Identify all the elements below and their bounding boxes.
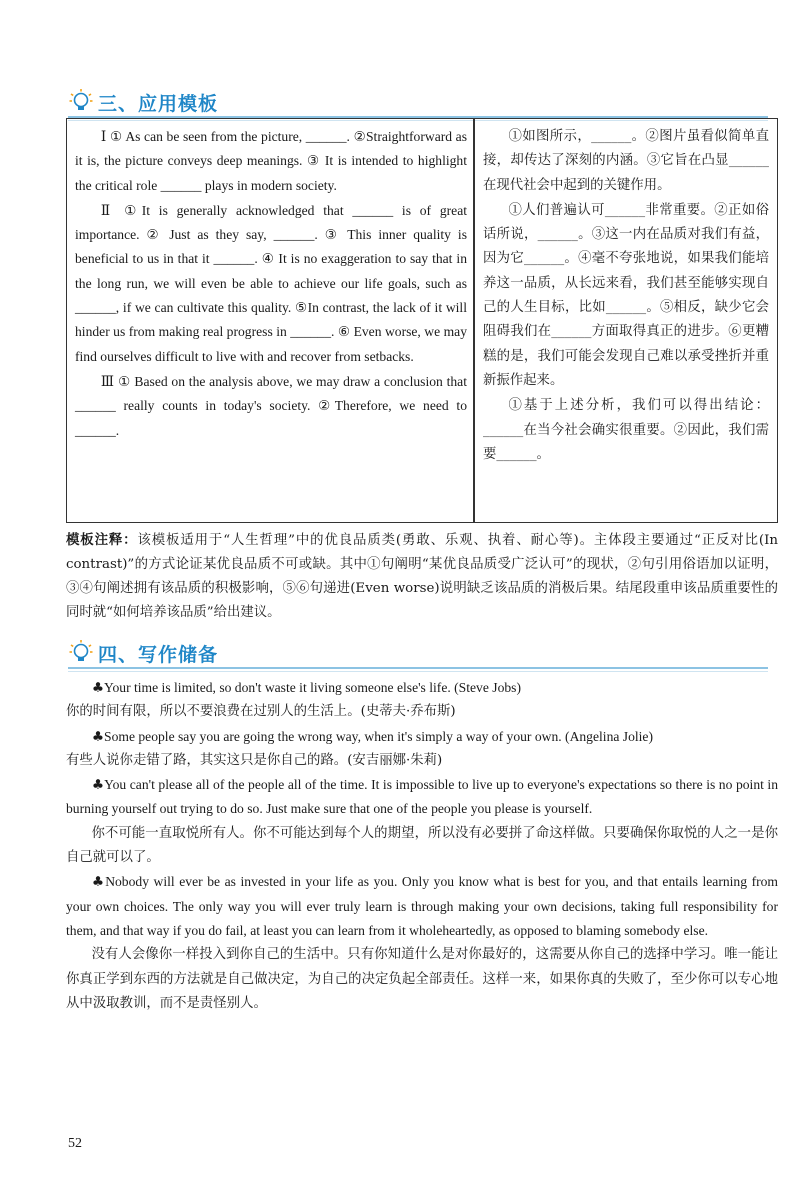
column-divider <box>473 119 475 522</box>
template-en-paragraph-2: Ⅱ ①It is generally acknowledged that ______ is of great importance. ② Just as they say, ______. ③ This inner quality is beneficial to us in that it ______. ④ It is no exaggeration to say that in the long run, we will even be able to achieve our life goals, such as ______, if we can cultivate this quality. ⑤In contrast, the lack of it will hinder us from making real progress in ______. ⑥ Even worse, we may find ourselves difficult to live with and recover from setbacks. <box>75 202 467 364</box>
club-icon: ♣ <box>91 777 105 794</box>
quote-en: ♣Some people say you are going the wrong way, when it's simply a way of your own. (Angelina Jolie) <box>91 728 653 745</box>
header-rule-thin <box>68 671 768 672</box>
page-number: 52 <box>68 1136 82 1151</box>
template-zh-paragraph-3: ①基于上述分析，我们可以得出结论：______在当今社会确实很重要。②因此，我们需要______。 <box>483 398 769 462</box>
template-en-paragraph-1: Ⅰ ① As can be seen from the picture, ______. ②Straightforward as it is, the picture conveys deep meanings. ③ It is intended to highlight the critical role ______ plays in modern society. <box>75 129 467 193</box>
header-rule <box>68 667 768 669</box>
section-title: 三、应用模板 <box>98 93 219 115</box>
club-icon: ♣ <box>91 680 105 696</box>
template-zh-paragraph-2: ①人们普遍认可______非常重要。②正如俗话所说，______。③这一内在品质对我们有益，因为它______。④毫不夸张地说，如果我们能培养这一品质，从长远来看，我们甚至能够实现自己的人生目标，比如______。⑤相反，缺少它会阻碍我们在______方面取得真正的进步。⑥更糟糕的是，我们可能会发现自己难以承受挫折并重新振作起来。 <box>483 202 769 388</box>
quote-zh: 没有人会像你一样投入到你自己的生活中。只有你知道什么是对你最好的，这需要从你自己的选择中学习。唯一能让你真正学到东西的方法就是自己做决定，为自己的决定负起全部责任。这样一来，如果你真的失败了，至少你可以专心地从中汲取教训，而不是责怪别人。 <box>66 947 778 1011</box>
lightbulb-icon <box>68 88 94 116</box>
quotes-list <box>66 676 778 1016</box>
quote-en: ♣Nobody will ever be as invested in your life as you. Only you know what is best for you, and that entails learning from your own choices. The only way you will ever truly learn is through making your own decisions, taking full responsibility for them, and that way if you do fail, at least you can learn from it wholeheartedly, as opposed to blaming somebody else. <box>66 874 778 938</box>
section-title: 四、写作储备 <box>98 644 219 666</box>
quote-zh: 你的时间有限，所以不要浪费在过别人的生活上。(史蒂夫·乔布斯) <box>66 704 456 720</box>
quote-en: ♣Your time is limited, so don't waste it living someone else's life. (Steve Jobs) <box>91 680 521 696</box>
club-icon: ♣ <box>91 728 105 745</box>
template-note-label: 模板注释： <box>66 533 138 548</box>
template-note-text: 该模板适用于“人生哲理”中的优良品质类(勇敢、乐观、执着、耐心等)。主体段主要通过“正反对比(In contrast)”的方式论证某优良品质不可或缺。其中①句阐明“某优良品质受广泛认可”的现状，②句引用俗语加以证明，③④句阐述拥有该品质的积极影响，⑤⑥句递进(Even worse)说明缺乏该品质的消极后果。结尾段重申该品质重要性的同时就“如何培养该品质”给出建议。 <box>66 533 779 620</box>
template-en-paragraph-3: Ⅲ ① Based on the analysis above, we may draw a conclusion that ______ really counts in today's society. ②Therefore, we need to ______. <box>75 373 467 438</box>
lightbulb-icon <box>68 639 94 667</box>
template-chinese-column <box>483 125 769 467</box>
club-icon: ♣ <box>91 874 106 891</box>
template-zh-paragraph-1: ①如图所示，______。②图片虽看似简单直接，却传达了深刻的内涵。③它旨在凸显______在现代社会中起到的关键作用。 <box>483 129 769 193</box>
quote-zh: 有些人说你走错了路，其实这只是你自己的路。(安吉丽娜·朱莉) <box>66 752 443 768</box>
section-header-reserve <box>68 637 768 669</box>
section-header-templates <box>68 86 768 118</box>
template-note <box>66 529 778 625</box>
template-english-column <box>75 125 467 443</box>
quote-zh: 你不可能一直取悦所有人。你不可能达到每个人的期望，所以没有必要拼了命这样做。只要确保你取悦的人之一是你自己就可以了。 <box>66 825 778 866</box>
quote-en: ♣You can't please all of the people all of the time. It is impossible to live up to everyone's expectations so there is no point in burning yourself out trying to do so. Just make sure that one of the people you please is yourself. <box>66 777 779 817</box>
template-table <box>66 118 778 523</box>
